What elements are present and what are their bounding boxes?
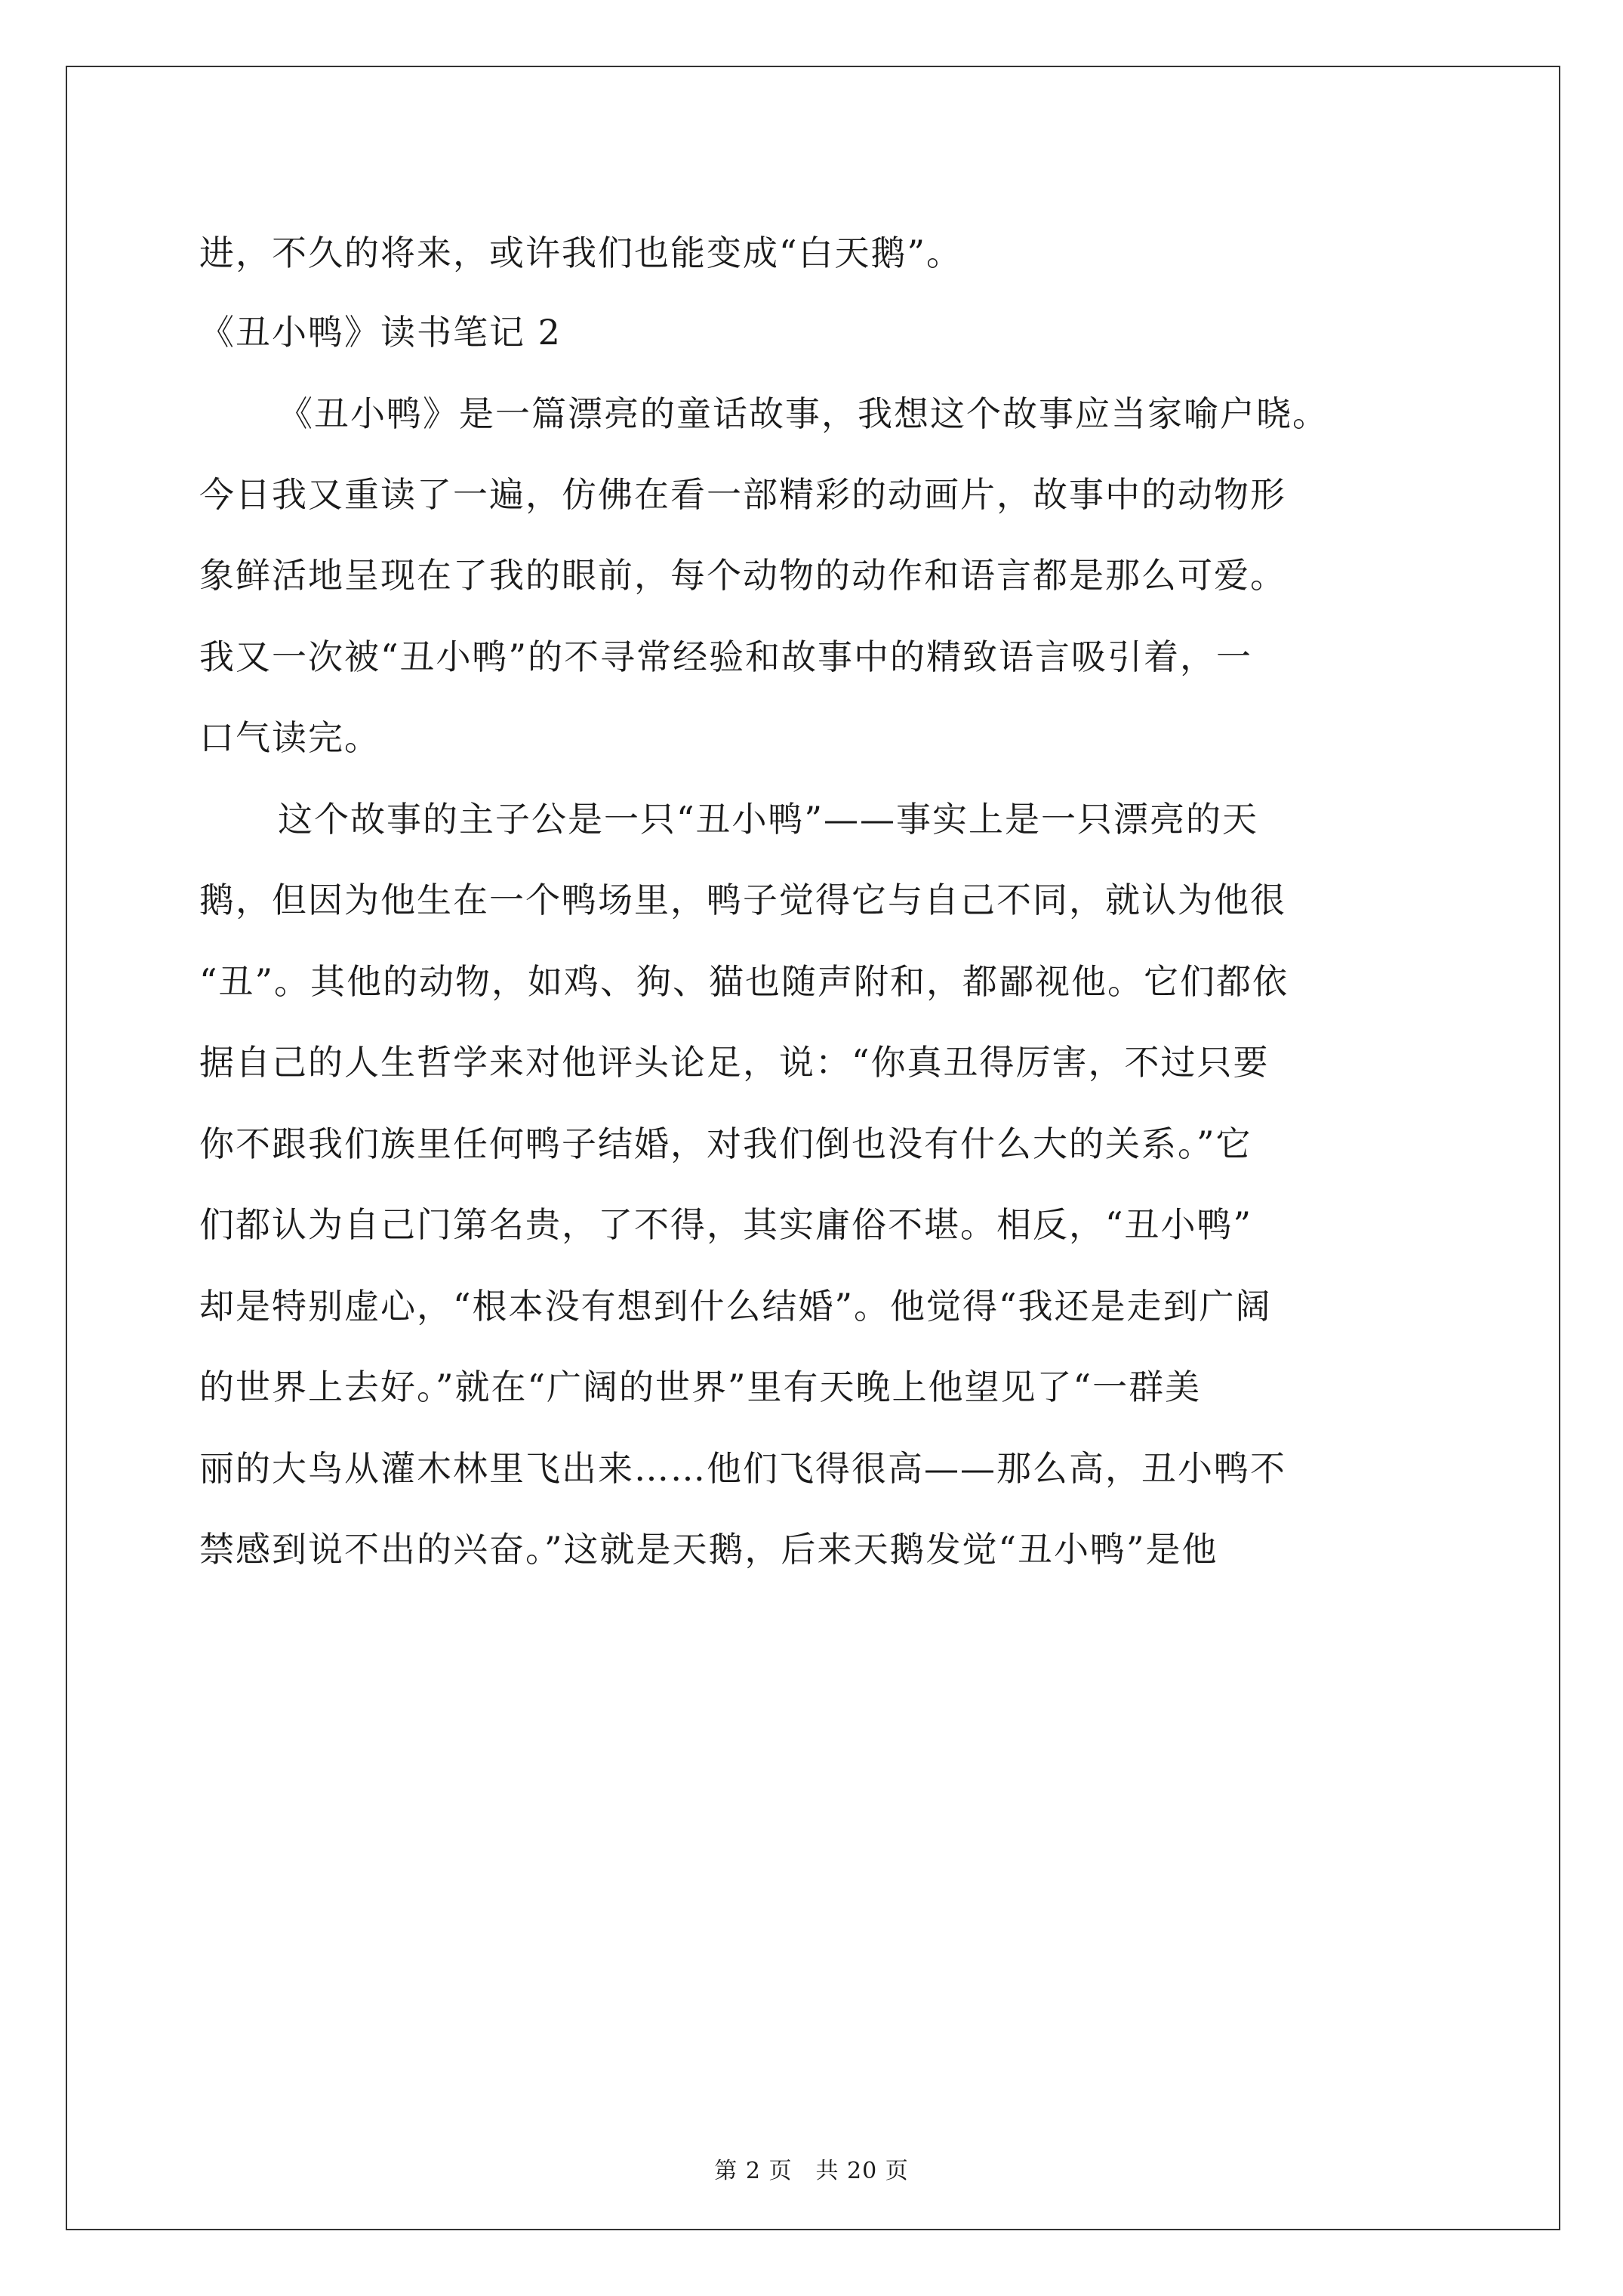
paragraph-1-line-1: 《丑小鸭》是一篇漂亮的童话故事，我想这个故事应当家喻户晓。 — [278, 393, 1329, 434]
paragraph-2-line-5: 你不跟我们族里任何鸭子结婚，对我们倒也没有什么大的关系。”它 — [199, 1123, 1252, 1164]
paragraph-1-line-3: 象鲜活地呈现在了我的眼前，每个动物的动作和语言都是那么可爱。 — [199, 555, 1286, 596]
paragraph-2-line-9: 丽的大鸟从灌木林里飞出来……他们飞得很高——那么高，丑小鸭不 — [199, 1448, 1286, 1489]
paragraph-2-line-6: 们都认为自己门第名贵，了不得，其实庸俗不堪。相反，“丑小鸭” — [199, 1204, 1253, 1245]
page-number-footer: 第 2 页 共 20 页 — [714, 2158, 909, 2184]
paragraph-2-line-10: 禁感到说不出的兴奋。”这就是天鹅，后来天鹅发觉“丑小鸭”是他 — [199, 1529, 1218, 1570]
paragraph-1-line-4: 我又一次被“丑小鸭”的不寻常经验和故事中的精致语言吸引着，一 — [199, 636, 1253, 677]
paragraph-2-line-8: 的世界上去好。”就在“广阔的世界”里有天晚上他望见了“一群美 — [199, 1367, 1202, 1407]
paragraph-2-line-7: 却是特别虚心，“根本没有想到什么结婚”。他觉得“我还是走到广阔 — [199, 1286, 1272, 1327]
paragraph-2-line-3: “丑”。其他的动物，如鸡、狗、猫也随声附和，都鄙视他。它们都依 — [199, 961, 1289, 1002]
paragraph-1-line-5: 口气读完。 — [199, 717, 380, 758]
paragraph-2-line-1: 这个故事的主子公是一只“丑小鸭”——事实上是一只漂亮的天 — [278, 799, 1259, 840]
paragraph-2-line-2: 鹅，但因为他生在一个鸭场里，鸭子觉得它与自己不同，就认为他很 — [199, 880, 1286, 920]
paragraph-2-line-4: 据自己的人生哲学来对他评头论足，说：“你真丑得厉害，不过只要 — [199, 1042, 1270, 1083]
paragraph-1-line-2: 今日我又重读了一遍，仿佛在看一部精彩的动画片，故事中的动物形 — [199, 474, 1286, 515]
section-heading: 《丑小鸭》读书笔记 2 — [199, 312, 562, 353]
text-line-1: 进，不久的将来，或许我们也能变成“白天鹅”。 — [199, 233, 963, 273]
